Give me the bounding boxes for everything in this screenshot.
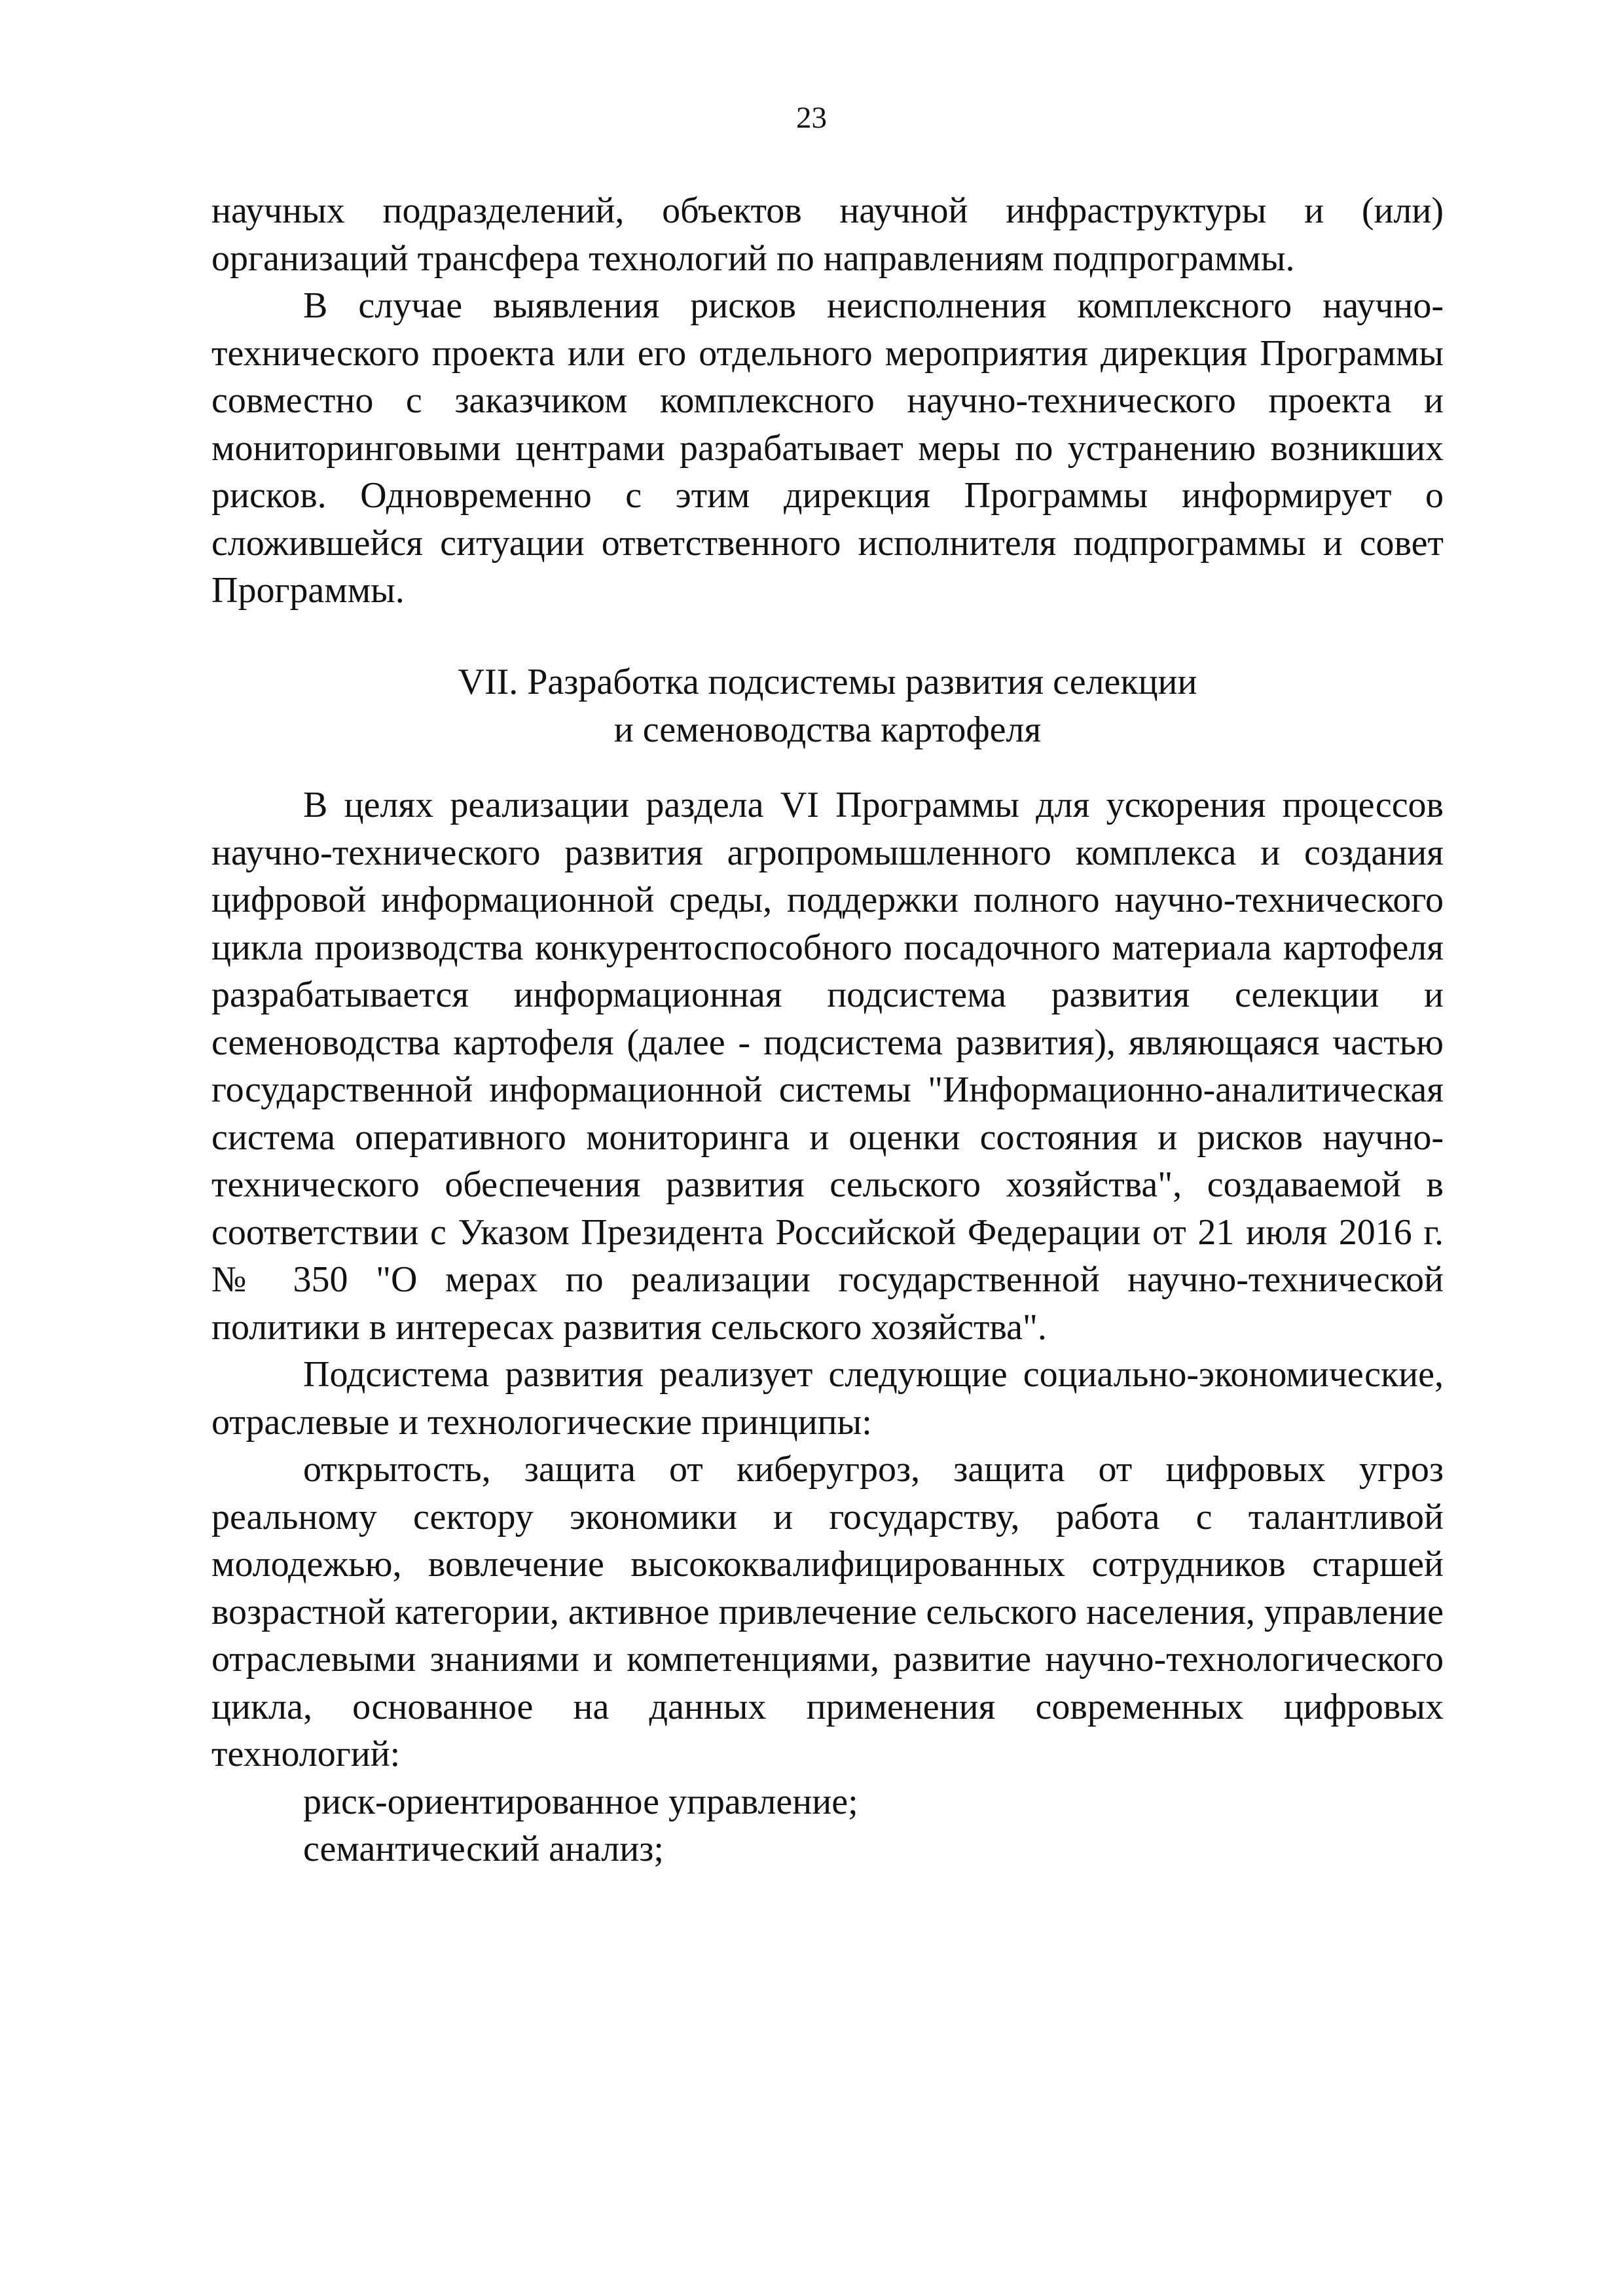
- section-heading: [211, 658, 1444, 753]
- paragraph-risks: В случае выявления рисков неисполнения комплексного научно-технического проекта или его отдельного мероприятия дирекция Программы совместно с заказчиком комплексного научно-технического проекта и мониторинговыми центрами разрабатывает меры по устранению возникших рисков. Одновременно с этим дирекция Программы информирует о сложившейся ситуации ответственного исполнителя подпрограммы и совет Программы.: [211, 285, 1444, 611]
- paragraph-purpose: В целях реализации раздела VI Программы для ускорения процессов научно-технического развития агропромышленного комплекса и создания цифровой информационной среды, поддержки полного научно-технического цикла производства конкурентоспособного посадочного материала картофеля разрабатывается информационная подсистема развития селекции и семеноводства картофеля (далее - подсистема развития), являющаяся частью государственной информационной системы "Информационно-аналитическая система оперативного мониторинга и оценки состояния и рисков научно-технического обеспечения развития сельского хозяйства", создаваемой в соответствии с Указом Президента Российской Федерации от 21 июля 2016 г. № 350 "О мерах по реализации государственной научно-технической политики в интересах развития сельского хозяйства".: [211, 785, 1444, 1348]
- section-body: [211, 781, 1444, 1873]
- section-heading-line-1: VII. Разработка подсистемы развития селекции: [458, 662, 1197, 702]
- list-item-semantic-analysis: семантический анализ;: [303, 1829, 664, 1869]
- paragraph-principles-intro: Подсистема развития реализует следующие социально-экономические, отраслевые и технологические принципы:: [211, 1354, 1444, 1443]
- section-heading-line-2: и семеноводства картофеля: [613, 709, 1042, 750]
- page-number: 23: [796, 101, 827, 135]
- paragraph-principles-list: открытость, защита от киберугроз, защита от цифровых угроз реальному сектору экономики и государству, работа с талантливой молодежью, вовлечение высококвалифицированных сотрудников старшей возрастной категории, активное привлечение сельского населения, управление отраслевыми знаниями и компетенциями, развитие научно-технологического цикла, основанное на данных применения современных цифровых технологий:: [211, 1449, 1444, 1774]
- intro-text-block: [211, 187, 1444, 615]
- list-item-risk-management: риск-ориентированное управление;: [303, 1781, 858, 1822]
- paragraph-continuation: научных подразделений, объектов научной инфраструктуры и (или) организаций трансфера технологий по направлениям подпрограммы.: [211, 190, 1444, 279]
